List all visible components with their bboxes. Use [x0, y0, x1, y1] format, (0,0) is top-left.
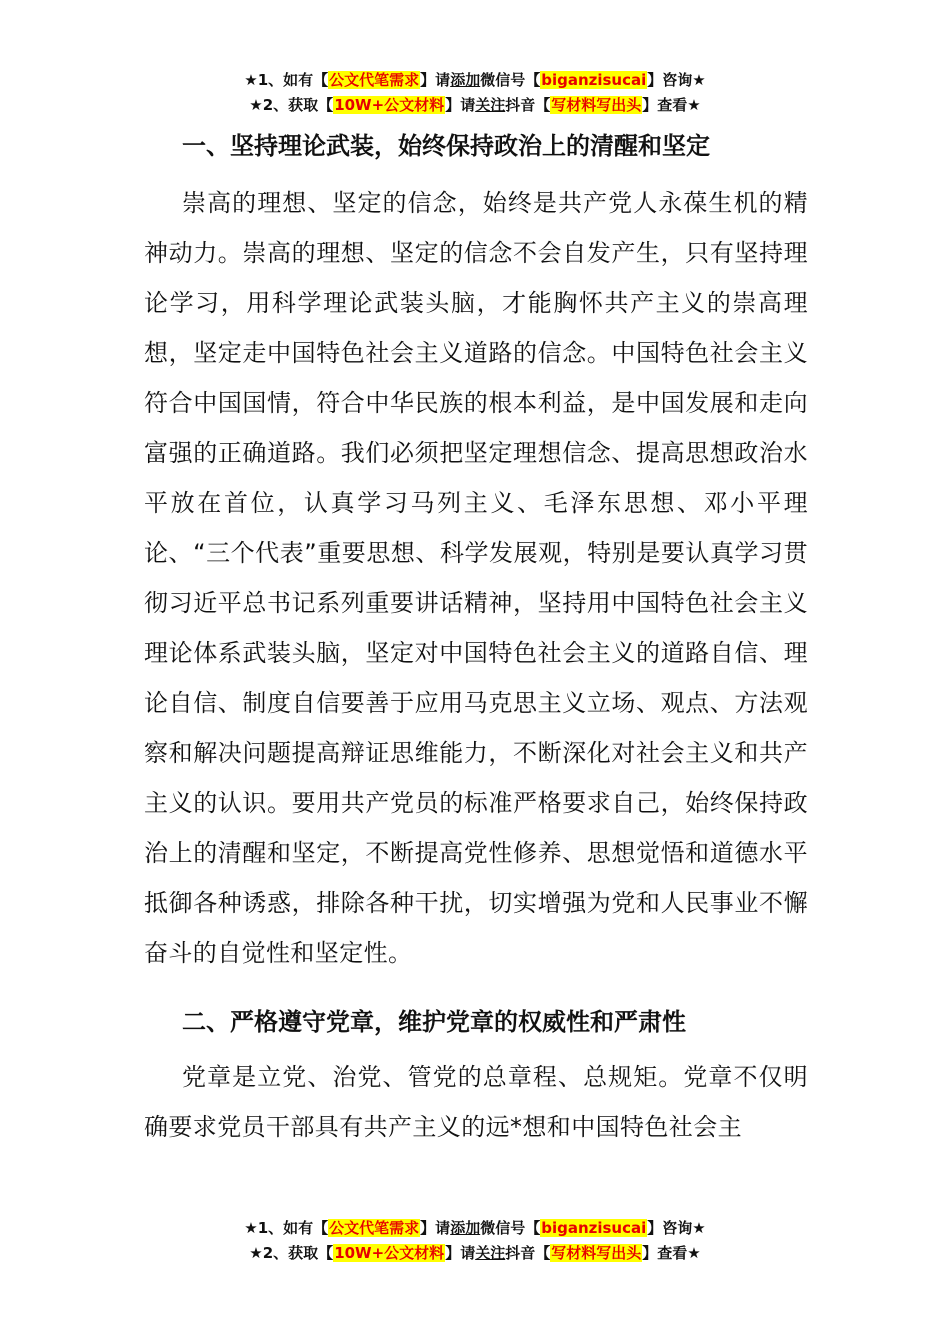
footer-highlight-service: 公文代笔需求 — [329, 1219, 420, 1237]
footer-line-1: ★1、如有【公文代笔需求】请添加微信号【biganzisucai】咨询★ — [244, 1219, 706, 1237]
banner-line-1: ★1、如有【公文代笔需求】请添加微信号【biganzisucai】咨询★ — [244, 71, 706, 89]
banner-line-2: ★2、获取【10W+公文材料】请关注抖音【写材料写出头】查看★ — [249, 96, 701, 114]
banner-highlight-materials: 10W+公文材料 — [334, 96, 445, 114]
footer-highlight-wechat-id: biganzisucai — [541, 1219, 647, 1237]
banner-highlight-douyin: 写材料写出头 — [551, 96, 642, 114]
section-paragraph-1: 崇高的理想、坚定的信念，始终是共产党人永葆生机的精神动力。崇高的理想、坚定的信念不会自发产生，只有坚持理论学习，用科学理论武装头脑，才能胸怀共产主义的崇高理想，坚定走中国特色社会主义道路的信念。中国特色社会主义符合中国国情，符合中华民族的根本利益，是中国发展和走向富强的正确道路。我们必须把坚定理想信念、提高思想政治水平放在首位，认真学习马列主义、毛泽东思想、邓小平理论、“三个代表”重要思想、科学发展观，特别是要认真学习贯彻习近平总书记系列重要讲话精神，坚持用中国特色社会主义理论体系武装头脑，坚定对中国特色社会主义的道路自信、理论自信、制度自信要善于应用马克思主义立场、观点、方法观察和解决问题提高辩证思维能力，不断深化对社会主义和共产主义的认识。要用共产党员的标准严格要求自己，始终保持政治上的清醒和坚定，不断提高党性修养、思想觉悟和道德水平抵御各种诱惑，排除各种干扰，切实增强为党和人民事业不懈奋斗的自觉性和坚定性。 — [144, 189, 808, 967]
footer-line-2: ★2、获取【10W+公文材料】请关注抖音【写材料写出头】查看★ — [249, 1244, 701, 1262]
header-banner — [0, 68, 950, 118]
document-body — [144, 126, 808, 1152]
banner-highlight-service: 公文代笔需求 — [329, 71, 420, 89]
footer-banner — [0, 1216, 950, 1266]
section-heading-2: 二、严格遵守党章，维护党章的权威性和严肃性 — [182, 1008, 686, 1036]
banner-highlight-wechat-id: biganzisucai — [541, 71, 647, 89]
footer-highlight-douyin: 写材料写出头 — [551, 1244, 642, 1262]
section-heading-1: 一、坚持理论武装，始终保持政治上的清醒和坚定 — [182, 132, 710, 160]
footer-highlight-materials: 10W+公文材料 — [334, 1244, 445, 1262]
section-paragraph-2: 党章是立党、治党、管党的总章程、总规矩。党章不仅明确要求党员干部具有共产主义的远*想和中国特色社会主 — [144, 1063, 808, 1141]
